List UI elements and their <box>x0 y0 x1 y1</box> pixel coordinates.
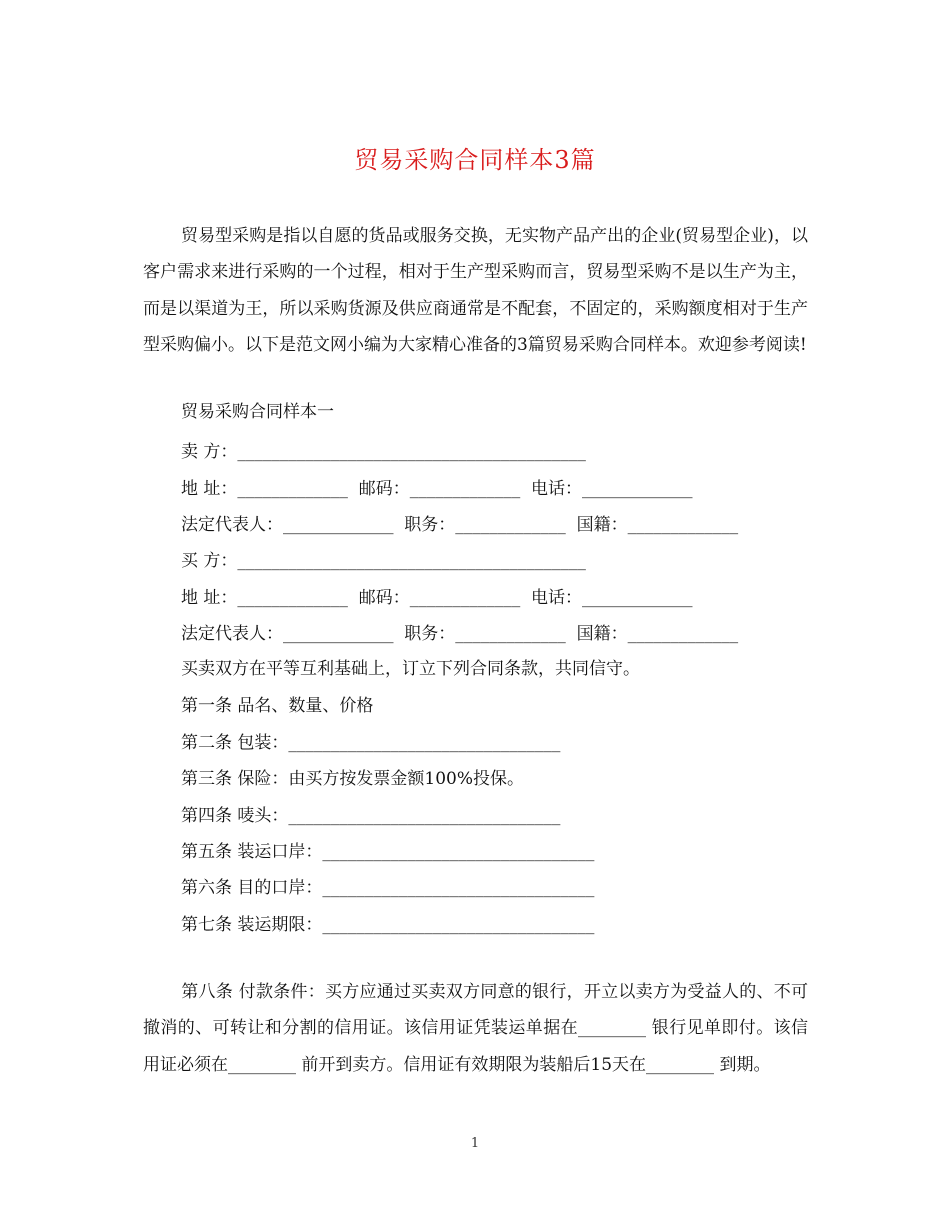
article-7: 第七条 装运期限：________________________________ <box>181 915 595 935</box>
seller-representative-line: 法定代表人：_____________ 职务：_____________ 国籍：_____________ <box>181 515 739 535</box>
article-4: 第四条 唛头：________________________________ <box>181 806 561 826</box>
article-5: 第五条 装运口岸：________________________________ <box>181 842 595 862</box>
page-number: 1 <box>470 1136 480 1151</box>
seller-line: 卖 方：_________________________________________ <box>181 442 586 462</box>
seller-address-line: 地 址：_____________ 邮码：_____________ 电话：_____________ <box>181 479 693 499</box>
document-title: 贸易采购合同样本3篇 <box>354 146 596 174</box>
intro-text: 贸易型采购是指以自愿的货品或服务交换，无实物产品产出的企业(贸易型企业)，以客户需求来进行采购的一个过程，相对于生产型采购而言，贸易型采购不是以生产为主，而是以渠道为王，所以采购货源及供应商通常是不配套，不固定的，采购额度相对于生产型采购偏小。以下是范文网小编为大家精心准备的3篇贸易采购合同样本。欢迎参考阅读! <box>143 226 808 355</box>
article-8-text: 第八条 付款条件：买方应通过买卖双方同意的银行，开立以卖方为受益人的、不可撤消的、可转让和分割的信用证。该信用证凭装运单据在________ 银行见单即付。该信用证必须在________ 前开到卖方。信用证有效期限为装船后15天在________ 到期。 <box>143 982 808 1075</box>
agreement-line: 买卖双方在平等互利基础上，订立下列合同条款，共同信守。 <box>181 659 640 679</box>
buyer-line: 买 方：_________________________________________ <box>181 551 586 571</box>
article-6: 第六条 目的口岸：________________________________ <box>181 878 595 898</box>
intro-paragraph <box>143 218 808 363</box>
article-8-paragraph <box>143 974 808 1083</box>
article-2: 第二条 包装：________________________________ <box>181 733 561 753</box>
section-heading: 贸易采购合同样本一 <box>181 402 334 422</box>
buyer-address-line: 地 址：_____________ 邮码：_____________ 电话：_____________ <box>181 588 693 608</box>
buyer-representative-line: 法定代表人：_____________ 职务：_____________ 国籍：_____________ <box>181 624 739 644</box>
article-1: 第一条 品名、数量、价格 <box>181 696 374 716</box>
article-3: 第三条 保险：由买方按发票金额100%投保。 <box>181 769 525 789</box>
